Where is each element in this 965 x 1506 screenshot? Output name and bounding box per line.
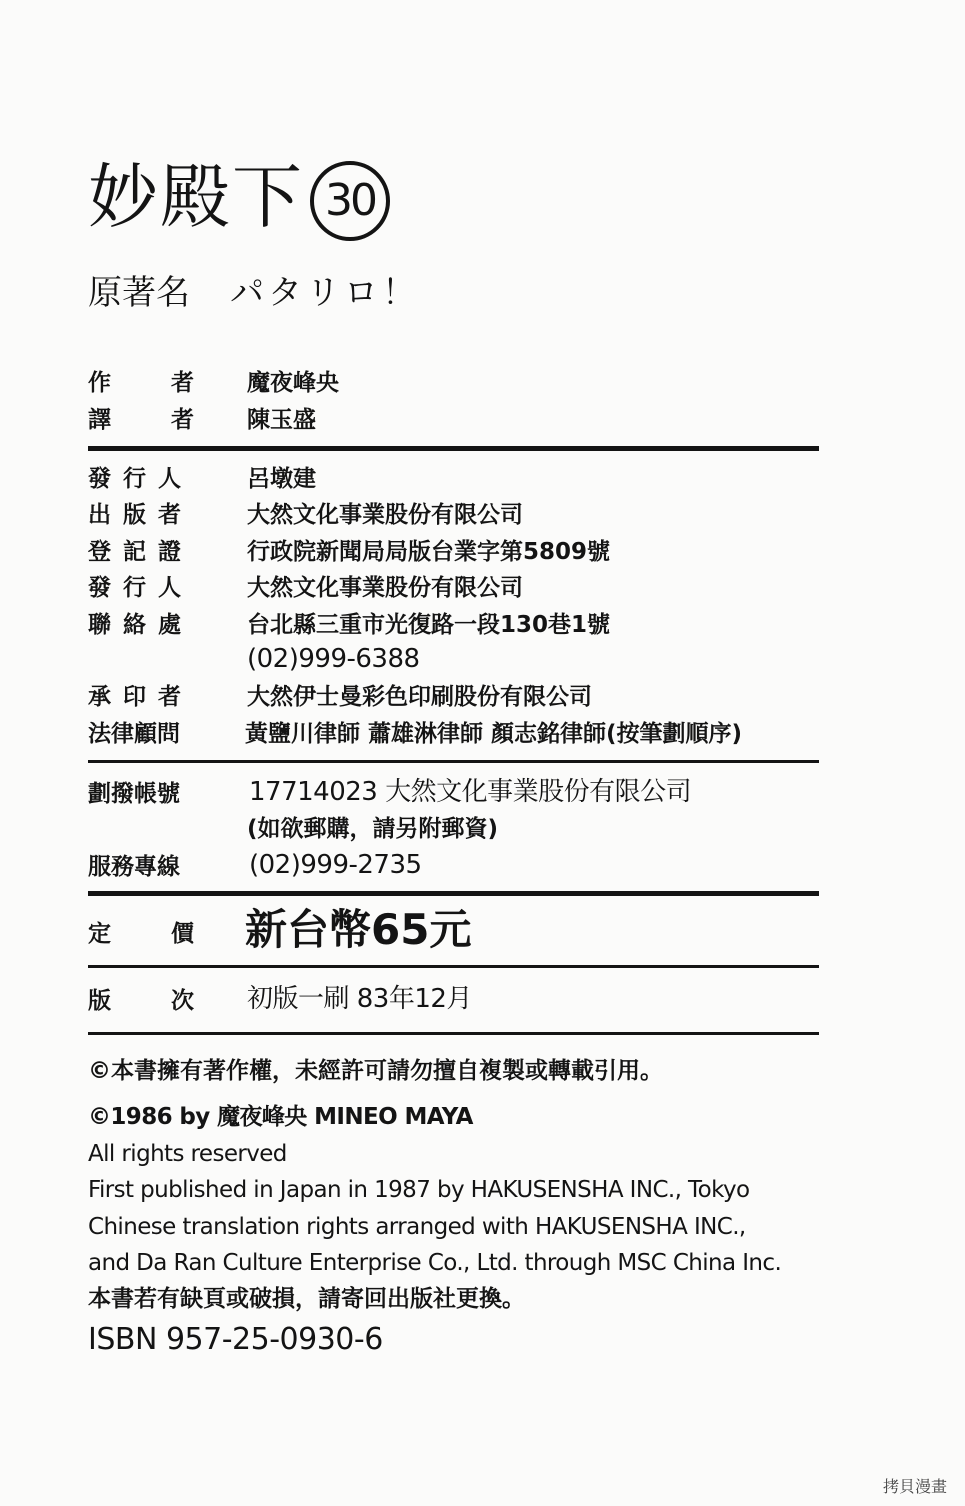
copyright-notice: ©本書擁有著作權，未經許可請勿擅自複製或轉載引用。 xyxy=(88,1058,663,1084)
divider-thin-1 xyxy=(88,760,819,763)
price-value: 新台幣65元 xyxy=(245,905,472,954)
service-value-account: 17714023 大然文化事業股份有限公司 xyxy=(249,777,692,807)
credit-value-author: 魔夜峰央 xyxy=(247,370,339,396)
pub-value-issuer: 大然文化事業股份有限公司 xyxy=(247,575,523,601)
rights-reserved: All rights reserved xyxy=(88,1141,287,1167)
english-line-1: First published in Japan in 1987 by HAKUSENSHA INC., Tokyo xyxy=(88,1177,750,1203)
credit-label-translator: 譯者 xyxy=(88,407,254,433)
divider-thin-3 xyxy=(88,1032,819,1035)
isbn: ISBN 957-25-0930-6 xyxy=(88,1322,383,1357)
pub-label-publisher-person: 發行人 xyxy=(88,466,193,492)
volume-number-badge: 30 xyxy=(310,161,390,241)
divider-thick-1 xyxy=(88,446,819,451)
pub-label-legal: 法律顧問 xyxy=(88,721,180,747)
divider-thin-2 xyxy=(88,965,819,968)
pub-label-publisher: 出版者 xyxy=(88,502,193,528)
pub-label-issuer: 發行人 xyxy=(88,575,193,601)
return-notice: 本書若有缺頁或破損，請寄回出版社更換。 xyxy=(88,1286,525,1312)
pub-value-legal: 黃鹽川律師 蕭雄淋律師 顏志銘律師(按筆劃順序) xyxy=(245,721,743,747)
original-title xyxy=(88,270,420,316)
pub-value-phone: (02)999-6388 xyxy=(247,644,420,674)
service-label-account: 劃撥帳號 xyxy=(88,781,180,807)
book-title xyxy=(88,152,390,242)
english-line-2: Chinese translation rights arranged with HAKUSENSHA INC., xyxy=(88,1214,746,1240)
divider-thick-2 xyxy=(88,891,819,896)
service-value-mailorder: (如欲郵購，請另附郵資) xyxy=(247,816,499,842)
english-line-3: and Da Ran Culture Enterprise Co., Ltd. through MSC China Inc. xyxy=(88,1250,782,1276)
pub-value-printer: 大然伊士曼彩色印刷股份有限公司 xyxy=(247,684,592,710)
price-label: 定價 xyxy=(88,921,254,947)
edition-value: 初版一刷 83年12月 xyxy=(247,984,472,1014)
pub-label-registration: 登記證 xyxy=(88,539,193,565)
copyright-line: ©1986 by 魔夜峰央 MINEO MAYA xyxy=(88,1104,473,1130)
edition-label: 版次 xyxy=(88,988,254,1014)
pub-label-printer: 承印者 xyxy=(88,684,193,710)
pub-label-contact: 聯絡處 xyxy=(88,612,193,638)
credit-label-author: 作者 xyxy=(88,370,254,396)
book-title-main: 妙殿下 xyxy=(88,156,304,238)
watermark: 拷貝漫畫 xyxy=(882,1477,947,1496)
service-value-hotline: (02)999-2735 xyxy=(249,850,422,880)
original-title-label: 原著名 xyxy=(88,273,190,313)
original-title-value: パタリロ！ xyxy=(230,273,420,313)
pub-value-contact: 台北縣三重市光復路一段130巷1號 xyxy=(247,612,611,638)
pub-value-publisher: 大然文化事業股份有限公司 xyxy=(247,502,523,528)
credit-value-translator: 陳玉盛 xyxy=(247,407,316,433)
service-label-hotline: 服務專線 xyxy=(88,854,180,880)
pub-value-registration: 行政院新聞局局版台業字第5809號 xyxy=(247,539,611,565)
pub-value-publisher-person: 呂墩建 xyxy=(247,466,316,492)
